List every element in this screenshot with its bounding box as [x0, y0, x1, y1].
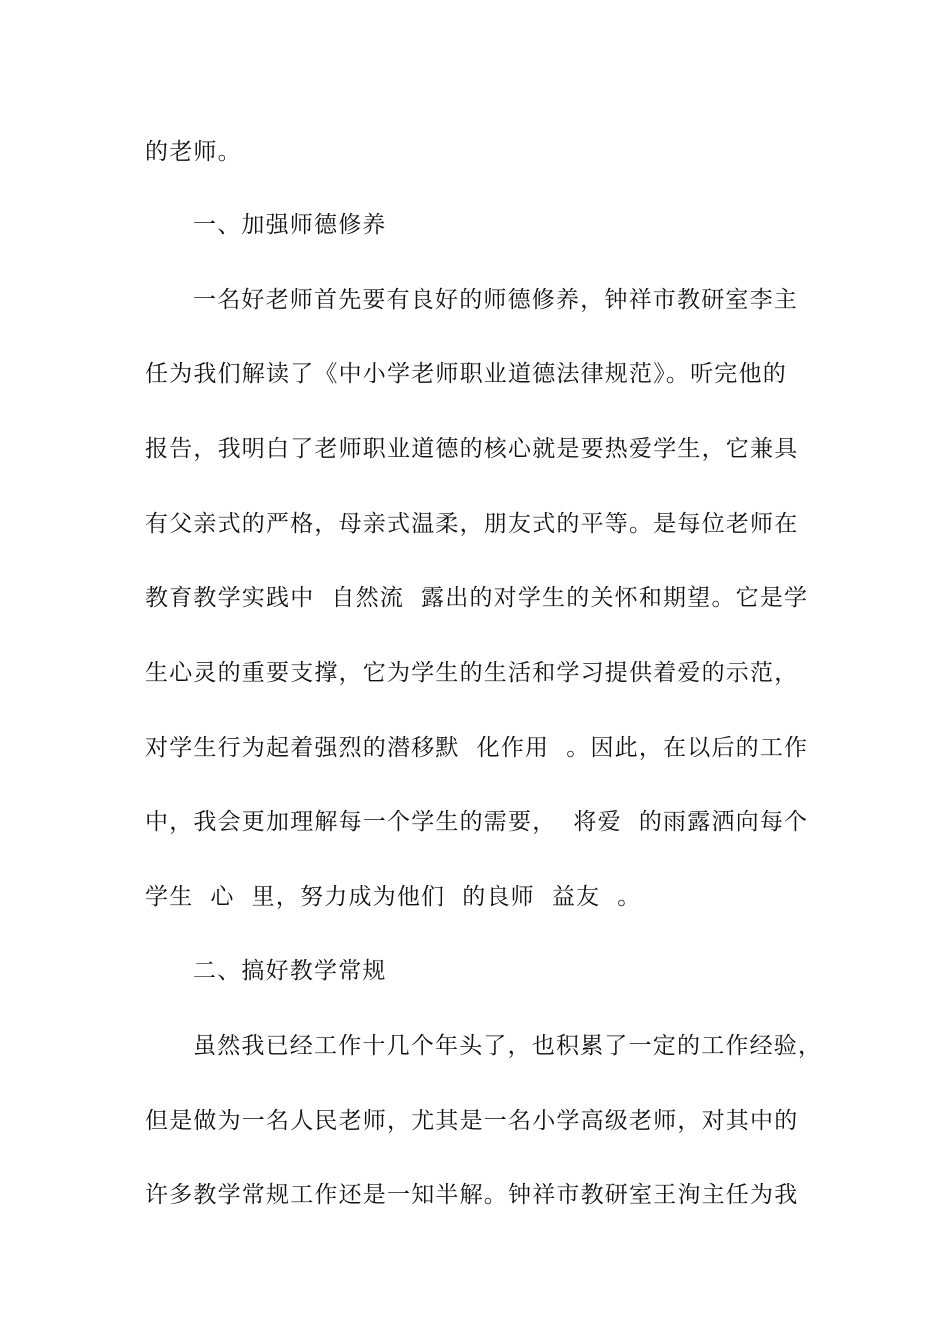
- paragraph-line-1: 一名好老师首先要有良好的师德修养，钟祥市教研室李主: [193, 287, 798, 313]
- paragraph-line-9: 学生 心 里，努力成为他们 的良师 益友 。: [145, 884, 642, 910]
- section-heading-2: 二、搞好教学常规: [193, 958, 387, 984]
- paragraph-line-6: 生心灵的重要支撑，它为学生的生活和学习提供着爱的示范，: [145, 660, 799, 686]
- paragraph-line-8: 中，我会更加理解每一个学生的需要， 将爱 的雨露洒向每个: [145, 809, 809, 835]
- paragraph-line-3: 报告，我明白了老师职业道德的核心就是要热爱学生，它兼具: [145, 436, 799, 462]
- paragraph-line-12: 许多教学常规工作还是一知半解。钟祥市教研室王洵主任为我: [145, 1182, 799, 1208]
- paragraph-line-11: 但是做为一名人民老师，尤其是一名小学高级老师，对其中的: [145, 1108, 799, 1134]
- paragraph-line-10: 虽然我已经工作十几个年头了，也积累了一定的工作经验，: [193, 1033, 823, 1059]
- paragraph-line-7: 对学生行为起着强烈的潜移默 化作用 。因此，在以后的工作: [145, 735, 809, 761]
- text-line-1: 的老师。: [145, 139, 242, 165]
- paragraph-line-2: 任为我们解读了《中小学老师职业道德法律规范》。听完他的: [145, 361, 787, 387]
- paragraph-line-4: 有父亲式的严格，母亲式温柔，朋友式的平等。是每位老师在: [145, 511, 799, 537]
- section-heading-1: 一、加强师德修养: [193, 212, 387, 238]
- paragraph-line-5: 教育教学实践中 自然流 露出的对学生的关怀和期望。它是学: [145, 585, 809, 611]
